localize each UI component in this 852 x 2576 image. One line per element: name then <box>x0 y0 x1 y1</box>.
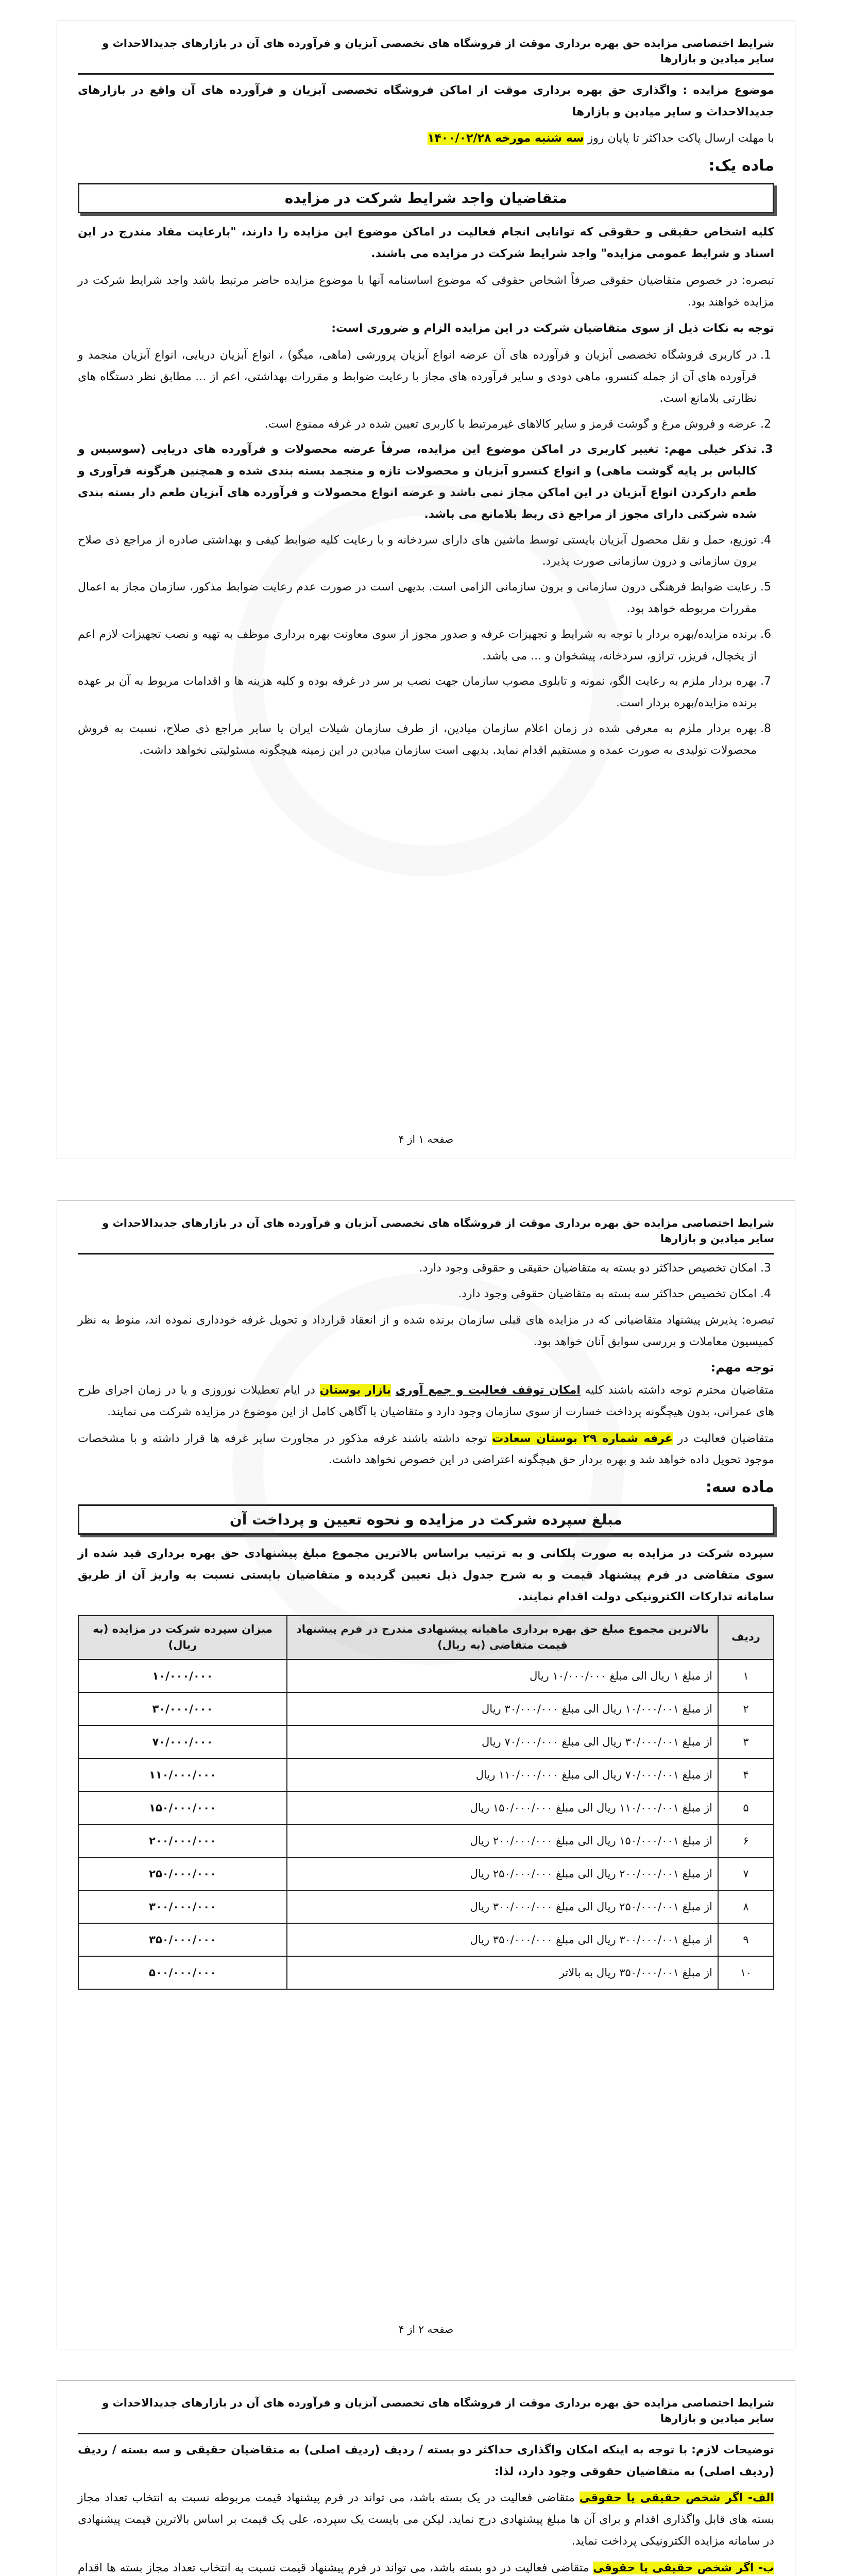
deposit-paragraph: سپرده شرکت در مزایده به صورت پلکانی و به ترتیب براساس بالاترین مجموع مبلغ پیشنهادی حق بهره برداری قید شده از سوی متقاضی در فرم پیشنهاد قیمت و به شرح جدول ذیل تعیین گردیده و متقاضیان بایستی نسبت به واریز آن از طریق سامانه تدارکات الکترونیکی دولت اقدام نمایند. <box>78 1547 774 1603</box>
cell-range: از مبلغ ۳۰/۰۰۰/۰۰۱ ریال الی مبلغ ۷۰/۰۰۰/۰۰۰ ریال <box>287 1725 718 1758</box>
case-alef <box>78 2487 774 2552</box>
cell-deposit: ۷۰/۰۰۰/۰۰۰ <box>78 1725 287 1758</box>
cell-range: از مبلغ ۳۵۰/۰۰۰/۰۰۱ ریال به بالاتر <box>287 1956 718 1989</box>
cell-row-number: ۷ <box>718 1857 774 1890</box>
table-row <box>78 1659 774 1692</box>
cell-range: از مبلغ ۳۰۰/۰۰۰/۰۰۱ ریال الی مبلغ ۳۵۰/۰۰۰/۰۰۰ ریال <box>287 1923 718 1956</box>
cell-row-number: ۸ <box>718 1890 774 1923</box>
page-header: شرایط اختصاصی مزایده حق بهره برداری موقت از فروشگاه های تخصصی آبزیان و فرآورده های آن در بازارهای جدیدالاحداث و سایر میادین و بازارها <box>78 1215 774 1255</box>
condition-item: 1. در کاربری فروشگاه تخصصی آبزیان و فرآورده های آن عرضه انواع آبزیان پرورشی (ماهی، میگو) ، انواع آبزیان دریایی، انواع آبزیان منجمد و فرآورده های آن از جمله کنسرو، ماهی دودی و سایر فرآورده های مجاز با رعایت ضوابط و مقررات بهداشتی، اعم از ... مطابق نظر دستگاه های نظارتی بلامانع است. <box>78 345 757 409</box>
article-three-label: ماده سه: <box>705 1478 774 1497</box>
cell-range: از مبلغ ۱۰/۰۰۰/۰۰۱ ریال الی مبلغ ۳۰/۰۰۰/۰۰۰ ریال <box>287 1692 718 1725</box>
note-paragraph: تبصره: در خصوص متقاضیان حقوقی صرفاً اشخاص حقوقی که موضوع اساسنامه آنها با موضوع مزایده حاضر مرتبط باشد واجد شرایط شرکت در مزایده خواهند بود. <box>78 274 774 309</box>
condition-item: 8. بهره بردار ملزم به معرفی شده در زمان اعلام سازمان میادین، از طرف سازمان شیلات ایران یا سایر مراجع ذی صلاح، نسبت به فروش محصولات تولیدی به صورت عمده و مستقیم اقدام نماید. بدیهی است سازمان میادین در این زمینه هیچگونه مسئولیتی نخواهد داشت. <box>78 718 757 761</box>
col-header-row-number: ردیف <box>718 1616 774 1659</box>
cell-deposit: ۳۰/۰۰۰/۰۰۰ <box>78 1692 287 1725</box>
allocation-list <box>78 1258 774 1305</box>
important-title: توجه مهم: <box>710 1360 774 1375</box>
cell-deposit: ۵۰۰/۰۰۰/۰۰۰ <box>78 1956 287 1989</box>
case-be <box>78 2557 774 2576</box>
case-be-text: متقاضی فعالیت در دو بسته باشد، می تواند در فرم پیشنهاد قیمت نسبت به انتخاب تعداد مجاز بسته ها اقدام <box>78 2561 589 2574</box>
cell-range: از مبلغ ۷۰/۰۰۰/۰۰۱ ریال الی مبلغ ۱۱۰/۰۰۰/۰۰۰ ریال <box>287 1758 718 1791</box>
cell-deposit: ۲۵۰/۰۰۰/۰۰۰ <box>78 1857 287 1890</box>
condition-item: 5. رعایت ضوابط فرهنگی درون سازمانی و برون سازمانی الزامی است. بدیهی است در صورت عدم رعایت ضوابط مذکور، سازمان مجاز به اعمال مقررات مربوطه خواهد بود. <box>78 577 757 620</box>
subject-paragraph <box>78 80 774 123</box>
clarification-text: با توجه به اینکه امکان واگذاری حداکثر دو بسته / ردیف (ردیف اصلی) به متقاضیان حقیقی و سه بسته / ردیف (ردیف اصلی) به متقاضیان حقوقی وجود دارد، لذا: <box>78 2443 774 2478</box>
imp1-b: امکان توقف فعالیت و جمع آوری <box>395 1384 581 1397</box>
deadline-text: با مهلت ارسال پاکت حداکثر تا پایان روز <box>587 132 774 145</box>
note-paragraph: تبصره: پذیرش پیشنهاد متقاضیانی که در مزایده های قبلی سازمان برنده شده و از انعقاد قرارداد و تحویل غرفه خودداری نموده اند، منوط به نظر کمیسیون معاملات و بررسی سوابق آنان خواهد بود. <box>78 1314 774 1349</box>
cell-row-number: ۶ <box>718 1824 774 1857</box>
condition-item: 4. توزیع، حمل و نقل محصول آبزیان بایستی توسط ماشین های دارای سردخانه و با رعایت کلیه ضوابط کیفی و بهداشتی صادره از مراجع ذی صلاح برون سازمانی و درون سازمانی صورت پذیرد. <box>78 530 757 573</box>
cell-row-number: ۳ <box>718 1725 774 1758</box>
table-header-row <box>78 1616 774 1659</box>
col-header-range: بالاترین مجموع مبلغ حق بهره برداری ماهیانه پیشنهادی مندرج در فرم پیشنهاد قیمت متقاضی (به ریال) <box>287 1616 718 1659</box>
cell-range: از مبلغ ۲۰۰/۰۰۰/۰۰۱ ریال الی مبلغ ۲۵۰/۰۰۰/۰۰۰ ریال <box>287 1857 718 1890</box>
page-footer: صفحه ۲ از ۴ <box>398 2323 454 2335</box>
conditions-title: توجه به نکات ذیل از سوی متقاضیان شرکت در این مزایده الزام و ضروری است: <box>331 322 774 335</box>
table-row <box>78 1725 774 1758</box>
cell-range: از مبلغ ۲۵۰/۰۰۰/۰۰۱ ریال الی مبلغ ۳۰۰/۰۰۰/۰۰۰ ریال <box>287 1890 718 1923</box>
table-row <box>78 1791 774 1824</box>
cell-row-number: ۵ <box>718 1791 774 1824</box>
subject-text: واگذاری حق بهره برداری موقت از اماکن فروشگاه تخصصی آبزیان و فرآورده های آن واقع در بازارهای جدیدالاحداث و سایر میادین و بازارها <box>78 83 774 118</box>
condition-item-important: 3. تذکر خیلی مهم: تغییر کاربری در اماکن موضوع این مزایده، صرفاً عرضه محصولات و فرآورده های دریایی (سوسیس و کالباس بر پایه گوشت ماهی) و انواع کنسرو آبزیان و محصولات تازه و منجمد بسته بندی شده و همچنین هرگونه فرآوری و طعم دارکردن انواع آبزیان در این اماکن مجاز نمی باشد و عرضه انواع محصولات و فرآورده های آبزیان طعم دار بسته بندی شده شرکتی دارای مجوز از مراجع ذی ربط بلامانع می باشد. <box>78 439 757 525</box>
imp2-b: توجه داشته باشند غرفه مذکور در مجاورت سایر غرفه ها قرار داشته و با مشخصات موجود تحویل داده خواهد شد و بهره بردار حق هیچگونه اعتراضی در این خصوص نخواهد داشت. <box>78 1432 774 1467</box>
cell-range: از مبلغ ۱ ریال الی مبلغ ۱۰/۰۰۰/۰۰۰ ریال <box>287 1659 718 1692</box>
cell-row-number: ۴ <box>718 1758 774 1791</box>
table-row <box>78 1956 774 1989</box>
allocation-item: 4. امکان تخصیص حداکثر سه بسته به متقاضیان حقوقی وجود دارد. <box>78 1283 757 1305</box>
important-item-1 <box>78 1380 774 1423</box>
page-header: شرایط اختصاصی مزایده حق بهره برداری موقت از فروشگاه های تخصصی آبزیان و فرآورده های آن در بازارهای جدیدالاحداث و سایر میادین و بازارها <box>78 36 774 75</box>
cell-deposit: ۱۰/۰۰۰/۰۰۰ <box>78 1659 287 1692</box>
article-one-label: ماده یک: <box>708 157 774 175</box>
table-row <box>78 1890 774 1923</box>
table-row <box>78 1923 774 1956</box>
page-1 <box>57 21 795 1159</box>
condition-item: 6. برنده مزایده/بهره بردار با توجه به شرایط و تجهیزات غرفه و صدور مجوز از سوی معاونت بهره برداری موظف به تهیه و نصب تجهیزات لازم اعم از یخچال، فریزر، ترازو، سردخانه، پیشخوان و ... می باشد. <box>78 624 757 667</box>
clarification-label: توضیحات لازم: <box>691 2443 774 2456</box>
allocation-item: 3. امکان تخصیص حداکثر دو بسته به متقاضیان حقیقی و حقوقی وجود دارد. <box>78 1258 757 1279</box>
cell-range: از مبلغ ۱۵۰/۰۰۰/۰۰۱ ریال الی مبلغ ۲۰۰/۰۰۰/۰۰۰ ریال <box>287 1824 718 1857</box>
cell-deposit: ۳۰۰/۰۰۰/۰۰۰ <box>78 1890 287 1923</box>
page-header: شرایط اختصاصی مزایده حق بهره برداری موقت از فروشگاه های تخصصی آبزیان و فرآورده های آن در بازارهای جدیدالاحداث و سایر میادین و بازارها <box>78 2395 774 2434</box>
page-2 <box>57 1200 795 2349</box>
cell-row-number: ۲ <box>718 1692 774 1725</box>
deadline-paragraph <box>78 128 774 149</box>
table-row <box>78 1824 774 1857</box>
cell-deposit: ۲۰۰/۰۰۰/۰۰۰ <box>78 1824 287 1857</box>
cell-deposit: ۱۵۰/۰۰۰/۰۰۰ <box>78 1791 287 1824</box>
cell-deposit: ۱۱۰/۰۰۰/۰۰۰ <box>78 1758 287 1791</box>
deposit-table <box>78 1615 774 1990</box>
condition-item: 7. بهره بردار ملزم به رعایت الگو، نمونه و تابلوی مصوب سازمان جهت نصب بر سر در غرفه بوده و کلیه هزینه ها و اقدامات مربوط به آن بر عهده برنده مزایده/بهره بردار است. <box>78 671 757 714</box>
page-footer: صفحه ۱ از ۴ <box>398 1133 454 1145</box>
condition-item: 2. عرضه و فروش مرغ و گوشت قرمز و سایر کالاهای غیرمرتبط با کاربری تعیین شده در غرفه ممنوع است. <box>78 414 757 435</box>
cell-row-number: ۹ <box>718 1923 774 1956</box>
cell-row-number: ۱ <box>718 1659 774 1692</box>
cell-row-number: ۱۰ <box>718 1956 774 1989</box>
cell-range: از مبلغ ۱۱۰/۰۰۰/۰۰۱ ریال الی مبلغ ۱۵۰/۰۰۰/۰۰۰ ریال <box>287 1791 718 1824</box>
deposit-table-body <box>78 1659 774 1989</box>
cell-deposit: ۳۵۰/۰۰۰/۰۰۰ <box>78 1923 287 1956</box>
imp1-highlight: بازار بوستان <box>319 1384 391 1397</box>
case-alef-text: متقاضی فعالیت در یک بسته باشد، می تواند در فرم پیشنهاد قیمت مربوطه نسبت به انتخاب تعداد مجاز بسته های قابل واگذاری اقدام و برای آن ها مبلغ پیشنهادی درج نماید. لیکن می بایست یک سپرده، علی یک قیمت بر اساس بالاترین قیمت پیشنهادی در سامانه مزایده الکترونیکی پرداخت نماید. <box>78 2492 774 2548</box>
conditions-list <box>78 345 774 761</box>
clarification-paragraph <box>78 2439 774 2483</box>
imp2-highlight: غرفه شماره ۲۹ بوستان سعادت <box>492 1432 673 1445</box>
intro-paragraph: کلیه اشخاص حقیقی و حقوقی که توانایی انجام فعالیت در اماکن موضوع این مزایده را دارند، "بارعایت مفاد مندرج در این اسناد و شرایط عمومی مزایده" واجد شرایط شرکت در مزایده می باشند. <box>78 226 774 261</box>
case-alef-label: الف- اگر شخص حقیقی یا حقوقی <box>579 2492 774 2505</box>
imp2-a: متقاضیان فعالیت در <box>677 1432 774 1445</box>
subject-label: موضوع مزایده : <box>683 83 775 97</box>
table-row <box>78 1857 774 1890</box>
imp1-c: در ایام تعطیلات نوروزی و یا در زمان اجرای طرح های عمرانی، بدون هیچگونه پرداخت خسارت از سوی سازمان وجود دارد و متقاضیان با آگاهی کامل از این موضوع در مزایده شرکت می نمایند. <box>78 1384 774 1418</box>
imp1-a: متقاضیان محترم توجه داشته باشند کلیه <box>585 1384 775 1397</box>
important-item-2 <box>78 1428 774 1471</box>
deadline-date: سه شنبه مورخه ۱۴۰۰/۰۲/۲۸ <box>427 132 584 145</box>
section-title-deposit: مبلغ سپرده شرکت در مزایده و نحوه تعیین و پرداخت آن <box>78 1504 774 1535</box>
table-row <box>78 1692 774 1725</box>
table-row <box>78 1758 774 1791</box>
col-header-deposit: میزان سپرده شرکت در مزایده (به ریال) <box>78 1616 287 1659</box>
page-3 <box>57 2380 795 2576</box>
section-title-eligible: متقاضیان واجد شرایط شرکت در مزایده <box>78 183 774 213</box>
case-be-label: ب- اگر شخص حقیقی یا حقوقی <box>593 2561 774 2574</box>
